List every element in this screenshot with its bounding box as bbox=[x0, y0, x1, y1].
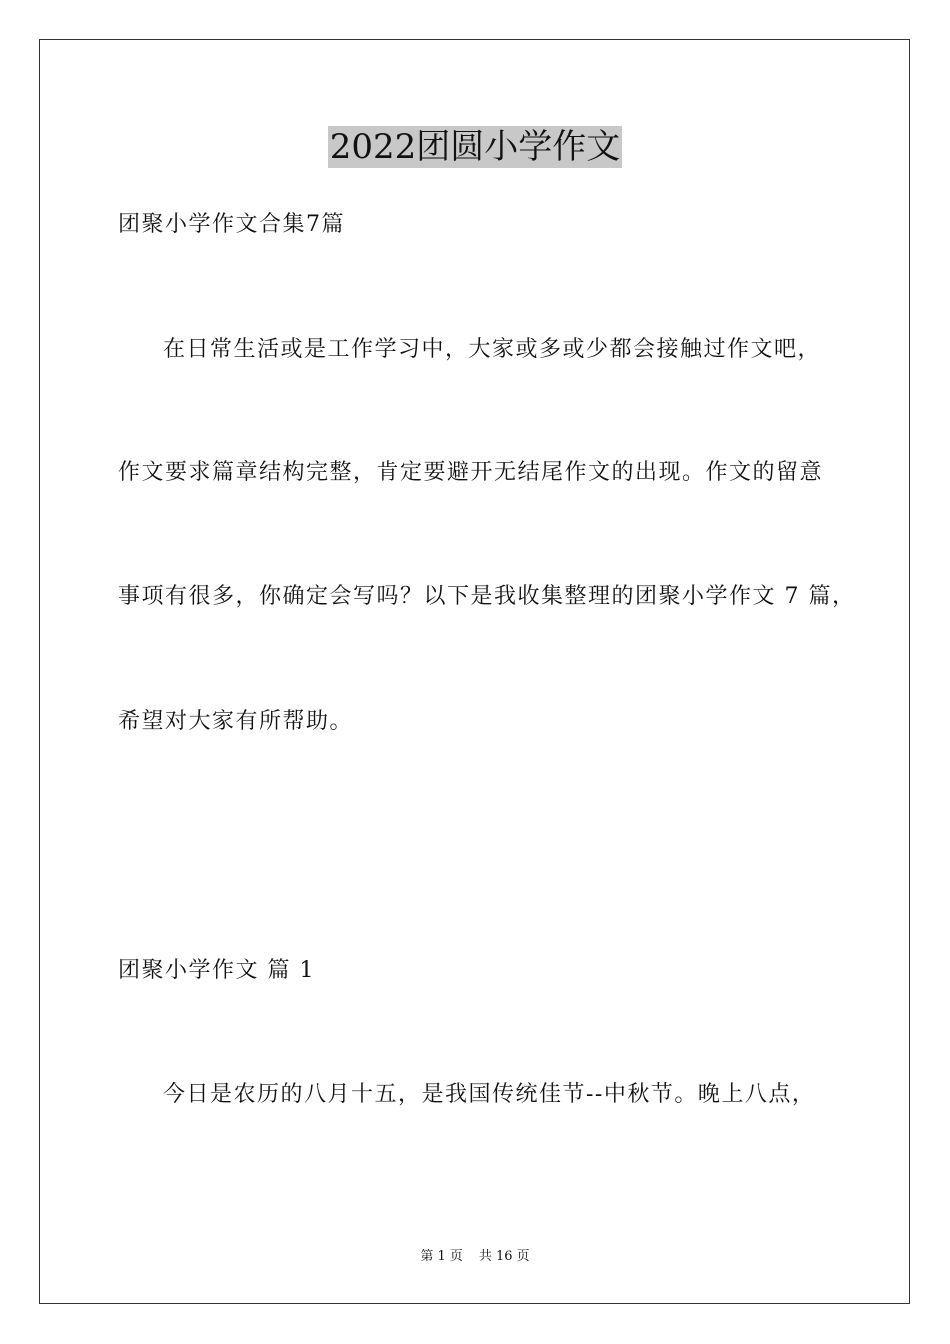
intro-line-4: 希望对大家有所帮助。 bbox=[118, 709, 354, 734]
intro-line-1: 在日常生活或是工作学习中，大家或多或少都会接触过作文吧， bbox=[163, 337, 822, 362]
page-number-total: 共 16 页 bbox=[478, 1249, 530, 1264]
intro-line-2: 作文要求篇章结构完整，肯定要避开无结尾作文的出现。作文的留意 bbox=[118, 460, 824, 485]
page-number-current: 第 1 页 bbox=[420, 1249, 463, 1264]
section-line-1: 今日是农历的八月十五，是我国传统佳节--中秋节。晚上八点， bbox=[163, 1082, 816, 1107]
document-title: 2022团圆小学作文 bbox=[329, 127, 621, 167]
title-container bbox=[0, 126, 950, 168]
intro-line-3: 事项有很多，你确定会写吗？以下是我收集整理的团聚小学作文 7 篇， bbox=[118, 584, 856, 609]
page-footer bbox=[0, 1249, 950, 1265]
section-heading: 团聚小学作文 篇 1 bbox=[118, 958, 315, 983]
document-subtitle: 团聚小学作文合集7篇 bbox=[118, 212, 345, 237]
